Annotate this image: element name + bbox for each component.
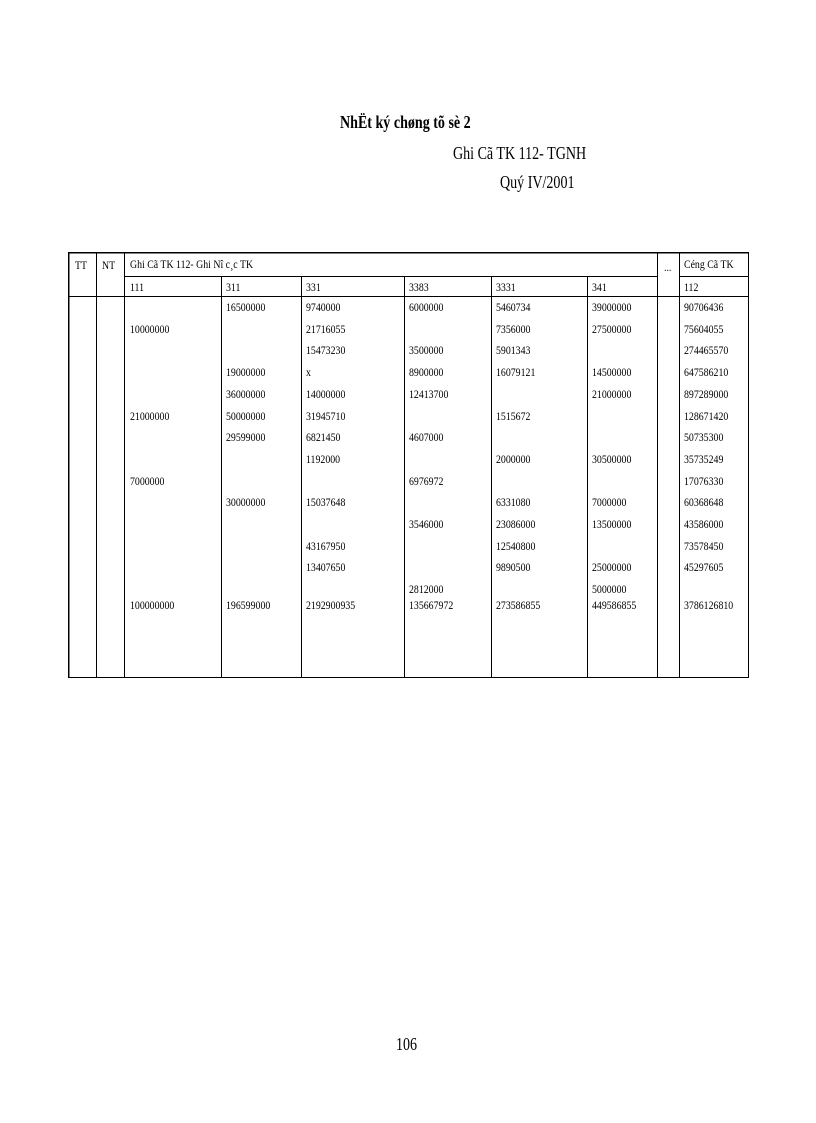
table-cell: 7000000 <box>592 495 627 510</box>
table-cell: 647586210 <box>684 365 729 380</box>
table-cell: 50000000 <box>226 408 266 423</box>
table-cell: 2000000 <box>496 451 531 466</box>
table-cell: 7000000 <box>130 473 165 488</box>
document-subtitle: Ghi Cã TK 112- TGNH <box>453 143 587 163</box>
table-cell: 274465570 <box>684 343 729 358</box>
table-cell: 31945710 <box>306 408 346 423</box>
document-title: NhËt ký chøng tõ sè 2 <box>340 112 471 132</box>
table-cell: 3500000 <box>409 343 444 358</box>
table-cell: 6821450 <box>306 430 341 445</box>
table-cell: 35735249 <box>684 451 724 466</box>
table-cell: 90706436 <box>684 300 724 314</box>
header-total: Céng Cã TK <box>684 257 734 271</box>
table-cell: 6000000 <box>409 300 444 314</box>
account-header: 311 <box>226 280 241 294</box>
table-cell: 43586000 <box>684 517 724 531</box>
total-cell: 135667972 <box>409 598 454 612</box>
account-header: 3331 <box>496 280 516 294</box>
table-cell: 897289000 <box>684 386 729 401</box>
table-cell: 2812000 <box>409 582 444 597</box>
table-cell: 5460734 <box>496 300 531 314</box>
total-cell: 449586855 <box>592 598 637 612</box>
header-nt: NT <box>102 258 116 272</box>
table-cell: 12540800 <box>496 538 536 553</box>
table-cell: 36000000 <box>226 386 266 401</box>
table-cell: 16500000 <box>226 300 266 314</box>
table-cell: 9890500 <box>496 560 531 575</box>
table-cell: 16079121 <box>496 365 536 380</box>
table-cell: 23086000 <box>496 517 536 531</box>
table-cell: 21716055 <box>306 321 346 336</box>
table-cell: 60368648 <box>684 495 724 510</box>
total-cell: 2192900935 <box>306 598 356 612</box>
total-cell: 273586855 <box>496 598 541 612</box>
table-cell: 6976972 <box>409 473 444 488</box>
account-header: 331 <box>306 280 321 294</box>
table-cell: 15473230 <box>306 343 346 358</box>
header-ellipsis: ... <box>664 260 672 274</box>
total-cell: 196599000 <box>226 598 271 612</box>
table-cell: 43167950 <box>306 538 346 553</box>
table-cell: x <box>306 365 311 380</box>
table-cell: 6331080 <box>496 495 531 510</box>
document-period: Quý IV/2001 <box>500 172 575 192</box>
table-grid-lines <box>68 252 749 678</box>
table-cell: 1192000 <box>306 451 341 466</box>
table-cell: 27500000 <box>592 321 632 336</box>
account-header: 3383 <box>409 280 429 294</box>
table-cell: 30500000 <box>592 451 632 466</box>
account-header: 341 <box>592 280 607 294</box>
table-cell: 50735300 <box>684 430 724 445</box>
total-cell: 3786126810 <box>684 598 734 612</box>
account-header: 111 <box>130 280 145 294</box>
table-cell: 30000000 <box>226 495 266 510</box>
table-cell: 7356000 <box>496 321 531 336</box>
table-cell: 25000000 <box>592 560 632 575</box>
table-cell: 29599000 <box>226 430 266 445</box>
table-cell: 14000000 <box>306 386 346 401</box>
table-cell: 5000000 <box>592 582 627 597</box>
table-cell: 9740000 <box>306 300 341 314</box>
table-cell: 5901343 <box>496 343 531 358</box>
table-cell: 15037648 <box>306 495 346 510</box>
total-cell: 100000000 <box>130 598 175 612</box>
table-cell: 75604055 <box>684 321 724 336</box>
table-cell: 13500000 <box>592 517 632 531</box>
table-cell: 21000000 <box>592 386 632 401</box>
table-cell: 19000000 <box>226 365 266 380</box>
table-cell: 128671420 <box>684 408 729 423</box>
table-cell: 13407650 <box>306 560 346 575</box>
journal-table <box>68 252 749 678</box>
table-cell: 14500000 <box>592 365 632 380</box>
table-cell: 17076330 <box>684 473 724 488</box>
table-cell: 73578450 <box>684 538 724 553</box>
table-cell: 39000000 <box>592 300 632 314</box>
table-cell: 1515672 <box>496 408 531 423</box>
table-cell: 4607000 <box>409 430 444 445</box>
table-cell: 8900000 <box>409 365 444 380</box>
table-cell: 10000000 <box>130 321 170 336</box>
table-cell: 3546000 <box>409 517 444 531</box>
total-account-header: 112 <box>684 280 699 294</box>
table-cell: 21000000 <box>130 408 170 423</box>
header-group: Ghi Cã TK 112- Ghi Nî c¸c TK <box>130 257 254 271</box>
header-tt: TT <box>75 258 88 272</box>
page-number: 106 <box>396 1034 418 1054</box>
table-cell: 45297605 <box>684 560 724 575</box>
table-cell: 12413700 <box>409 386 449 401</box>
